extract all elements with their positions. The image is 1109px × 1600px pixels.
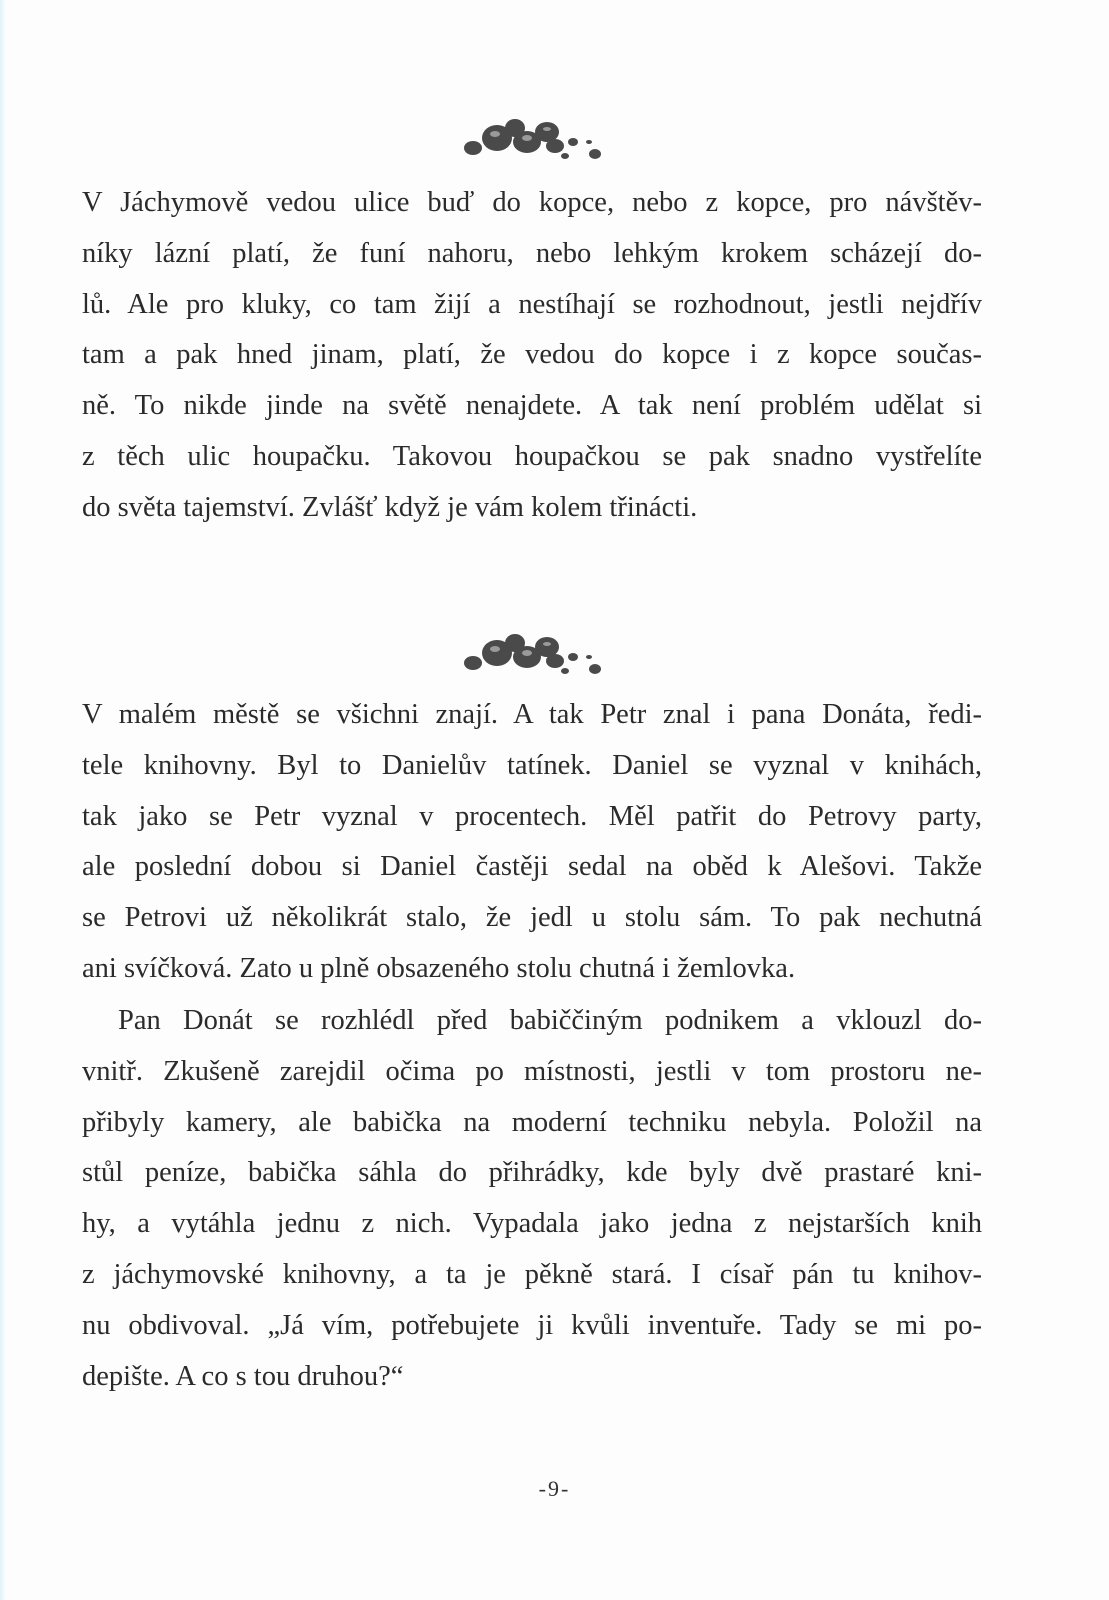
text-line: stůl peníze, babička sáhla do přihrádky, kde byly dvě prastaré kni-: [82, 1157, 982, 1189]
text-line: ani svíčková. Zato u plně obsazeného stolu chutná i žemlovka.: [82, 952, 796, 984]
text-line: z těch ulic houpačku. Takovou houpačkou se pak snadno vystřelíte: [82, 440, 982, 472]
text-line: ně. To nikde jinde na světě nenajdete. A tak není problém udělat si: [82, 390, 982, 422]
text-line: ale poslední dobou si Daniel častěji sedal na oběd k Alešovi. Takže: [82, 851, 982, 883]
text-line: V malém městě se všichni znají. A tak Petr znal i pana Donáta, ředi-: [82, 699, 982, 730]
text-line: nu obdivoval. „Já vím, potřebujete ji kvůli inventuře. Tady se mi po-: [82, 1309, 982, 1341]
paragraph-3: [82, 996, 982, 1402]
text-line: z jáchymovské knihovny, a ta je pěkně stará. I císař pán tu knihov-: [82, 1258, 982, 1290]
text-line: vnitř. Zkušeně zarejdil očima po místnosti, jestli v tom prostoru ne-: [82, 1055, 982, 1087]
text-line: tele knihovny. Byl to Danielův tatínek. Daniel se vyznal v knihách,: [82, 749, 982, 781]
text-line: hy, a vytáhla jednu z nich. Vypadala jako jedna z nejstarších knih: [82, 1208, 982, 1240]
section-break-ornament-icon: [455, 627, 615, 677]
text-line: V Jáchymově vedou ulice buď do kopce, nebo z kopce, pro návštěv-: [82, 187, 982, 218]
page-edge-shadow: [0, 0, 6, 1600]
text-line: níky lázní platí, že funí nahoru, nebo lehkým krokem scházejí do-: [82, 237, 982, 269]
text-line: depište. A co s tou druhou?“: [82, 1360, 404, 1392]
paragraph-2: [82, 690, 982, 995]
text-line: lů. Ale pro kluky, co tam žijí a nestíhají se rozhodnout, jestli nejdřív: [82, 288, 982, 320]
paragraph-1: [82, 178, 982, 534]
text-line: se Petrovi už několikrát stalo, že jedl u stolu sám. To pak nechutná: [82, 902, 982, 934]
page-number: -9-: [538, 1476, 571, 1501]
text-line: do světa tajemství. Zvlášť když je vám kolem třinácti.: [82, 491, 698, 523]
section-break-ornament-icon: [455, 112, 615, 162]
text-line: tam a pak hned jinam, platí, že vedou do kopce i z kopce součas-: [82, 339, 982, 371]
text-line: tak jako se Petr vyznal v procentech. Měl patřit do Petrovy party,: [82, 800, 982, 832]
text-line: přibyly kamery, ale babička na moderní techniku nebyla. Položil na: [82, 1106, 982, 1138]
text-line: Pan Donát se rozhlédl před babiččiným podnikem a vklouzl do-: [118, 1005, 982, 1036]
